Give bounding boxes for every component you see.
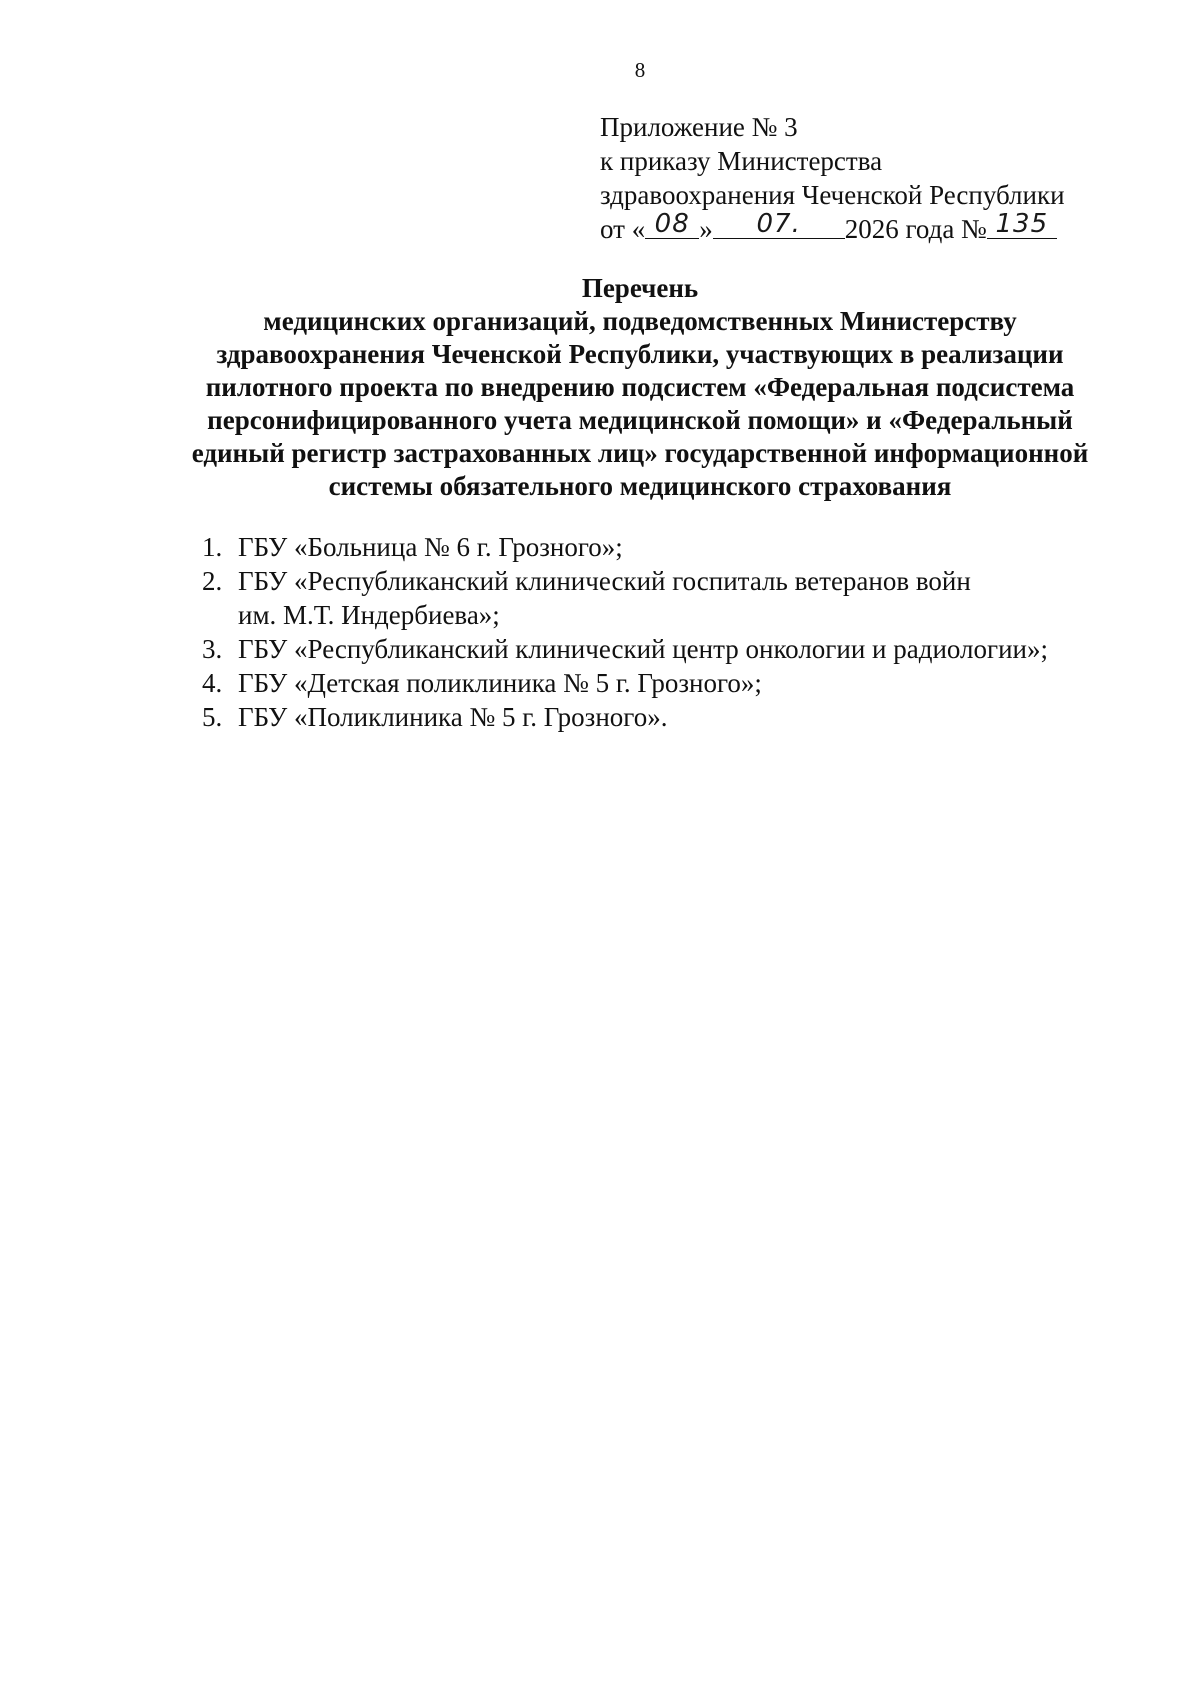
date-day-field bbox=[645, 209, 699, 239]
title-heading: Перечень bbox=[581, 273, 699, 303]
list-item-text: ГБУ «Республиканский клинический центр онкологии и радиологии»; bbox=[238, 634, 1048, 664]
order-number-handwritten: 135 bbox=[995, 209, 1049, 239]
list-item bbox=[190, 632, 1150, 666]
list-item-text: ГБУ «Республиканский клинический госпиталь ветеранов войн bbox=[238, 566, 971, 596]
organization-list bbox=[190, 530, 1150, 734]
list-item-text: ГБУ «Больница № 6 г. Грозного»; bbox=[238, 532, 623, 562]
date-month-field bbox=[713, 209, 845, 239]
appendix-date-line bbox=[600, 209, 1065, 246]
list-item bbox=[190, 530, 1150, 564]
list-item bbox=[190, 666, 1150, 700]
date-month-handwritten: 07. bbox=[756, 209, 801, 239]
appendix-line-2: к приказу Министерства bbox=[600, 146, 883, 176]
title-line-6: системы обязательного медицинского страхования bbox=[328, 471, 952, 501]
list-item-text: ГБУ «Детская поликлиника № 5 г. Грозного»; bbox=[238, 668, 762, 698]
page-number: 8 bbox=[634, 58, 646, 82]
list-item-number: 5. bbox=[202, 702, 223, 732]
list-item-number: 1. bbox=[202, 532, 223, 562]
list-item-text-continuation: им. М.Т. Индербиева»; bbox=[238, 600, 500, 630]
list-item-number: 3. bbox=[202, 634, 223, 664]
date-day-handwritten: 08 bbox=[654, 209, 690, 239]
order-number-field bbox=[987, 209, 1057, 239]
appendix-line-3: здравоохранения Чеченской Республики bbox=[600, 180, 1065, 210]
list-item-number: 2. bbox=[202, 566, 223, 596]
date-prefix: от « bbox=[600, 214, 646, 244]
date-year-text: 2026 года № bbox=[844, 214, 987, 244]
title-line-3: пилотного проекта по внедрению подсистем «Федеральная подсистема bbox=[205, 372, 1075, 402]
title-line-4: персонифицированного учета медицинской помощи» и «Федеральный bbox=[207, 405, 1073, 435]
appendix-line-1: Приложение № 3 bbox=[600, 112, 798, 142]
document-title bbox=[150, 272, 1130, 503]
title-line-1: медицинских организаций, подведомственных Министерству bbox=[263, 306, 1017, 336]
title-line-2: здравоохранения Чеченской Республики, участвующих в реализации bbox=[216, 339, 1064, 369]
list-item bbox=[190, 700, 1150, 734]
appendix-block bbox=[600, 110, 1065, 246]
list-item-number: 4. bbox=[202, 668, 223, 698]
date-quote-close: » bbox=[699, 214, 713, 244]
list-item bbox=[190, 564, 1150, 632]
title-line-5: единый регистр застрахованных лиц» государственной информационной bbox=[191, 438, 1089, 468]
list-item-text: ГБУ «Поликлиника № 5 г. Грозного». bbox=[238, 702, 668, 732]
